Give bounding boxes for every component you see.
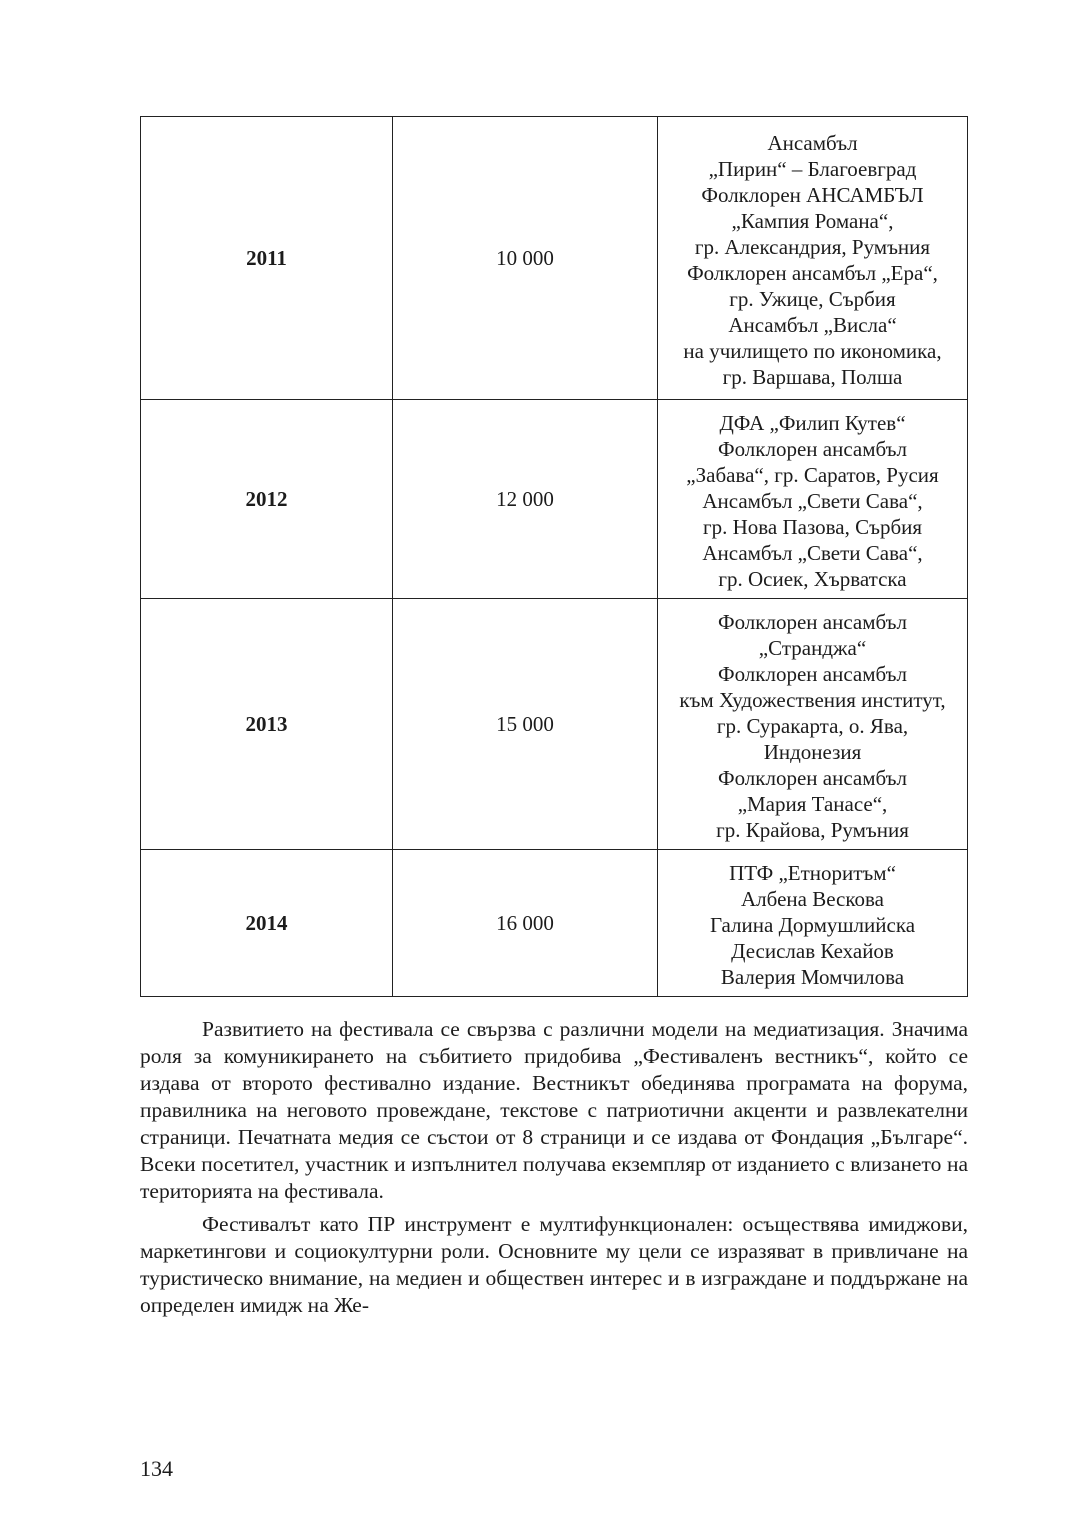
- ensemble-line: Валерия Момчилова: [720, 965, 905, 989]
- ensemble-line: „Странджа“: [758, 636, 867, 660]
- ensembles-cell: [658, 117, 968, 400]
- ensemble-line: „Пирин“ – Благоевград: [708, 157, 917, 181]
- paragraph: Фестивалът като ПР инструмент е мултифункционален: осъществява имиджови, маркетингови и социокултурни роли. Основните му цели се изразяват в привличане на туристическо внимание, на медиен и обществен интерес и в изграждане и поддържане на определен имидж на Же-: [140, 1212, 968, 1317]
- ensemble-line: Ансамбъл „Свети Сава“,: [702, 489, 923, 513]
- body-text: [140, 1016, 968, 1325]
- ensemble-line: гр. Александрия, Румъния: [694, 235, 931, 259]
- ensemble-line: ДФА „Филип Кутев“: [719, 411, 906, 435]
- ensemble-line: Фолклорен ансамбъл: [717, 766, 908, 790]
- table-row: [141, 599, 968, 850]
- ensemble-line: Албена Вескова: [741, 887, 884, 911]
- ensemble-line: ПТФ „Етноритъм“: [729, 861, 896, 885]
- ensemble-line: на училището по икономика,: [683, 339, 942, 363]
- festival-table: [140, 116, 968, 997]
- table-row: [141, 117, 968, 400]
- table-row: [141, 400, 968, 599]
- ensemble-line: „Кампия Романа“,: [731, 209, 894, 233]
- visitors-cell: 15 000: [393, 599, 658, 850]
- ensemble-line: „Забава“, гр. Саратов, Русия: [686, 463, 939, 487]
- year-cell: 2014: [141, 850, 393, 997]
- ensemble-line: гр. Ужице, Сърбия: [729, 287, 896, 311]
- ensemble-line: Галина Дормушлийска: [709, 913, 916, 937]
- ensemble-line: гр. Нова Пазова, Сърбия: [702, 515, 923, 539]
- paragraph: Развитието на фестивала се свързва с различни модели на медиатизация. Значима роля за комуникирането на събитието придобива „Фестиваленъ вестникъ“, който се издава от второто фестивално издание. Вестникът обединява програмата на форума, правилника на неговото провеждане, текстове с патриотични акценти и развлекателни страници. Печатната медия се състои от 8 страници и се издава от Фондация „Българе“. Всеки посетител, участник и изпълнител получава екземпляр от изданието с влизането на територията на фестивала.: [140, 1017, 968, 1203]
- ensemble-line: Фолклорен ансамбъл „Ера“,: [687, 261, 938, 285]
- ensemble-line: Десислав Кехайов: [731, 939, 894, 963]
- year-cell: 2011: [141, 117, 393, 400]
- table-body: [141, 117, 968, 997]
- ensembles-cell: [658, 599, 968, 850]
- ensemble-line: Фолклорен ансамбъл: [717, 437, 908, 461]
- page-number: 134: [140, 1456, 173, 1481]
- ensemble-line: гр. Суракарта, о. Ява,: [716, 714, 909, 738]
- ensemble-line: „Мария Танасе“,: [737, 792, 888, 816]
- ensembles-cell: [658, 850, 968, 997]
- visitors-cell: 12 000: [393, 400, 658, 599]
- ensemble-line: Фолклорен ансамбъл: [717, 662, 908, 686]
- ensemble-line: Индонезия: [763, 740, 862, 764]
- year-cell: 2012: [141, 400, 393, 599]
- visitors-cell: 16 000: [393, 850, 658, 997]
- ensemble-line: гр. Осиек, Хърватска: [718, 567, 907, 591]
- ensemble-line: Фолклорен ансамбъл: [717, 610, 908, 634]
- ensemble-line: гр. Крайова, Румъния: [716, 818, 909, 842]
- ensemble-line: Фолклорен АНСАМБЪЛ: [701, 183, 924, 207]
- year-cell: 2013: [141, 599, 393, 850]
- ensemble-line: Ансамбъл „Свети Сава“,: [702, 541, 923, 565]
- ensembles-cell: [658, 400, 968, 599]
- visitors-cell: 10 000: [393, 117, 658, 400]
- ensemble-line: към Художествения институт,: [679, 688, 946, 712]
- table-row: [141, 850, 968, 997]
- ensemble-line: Ансамбъл „Висла“: [728, 313, 897, 337]
- ensemble-line: Ансамбъл: [767, 131, 858, 155]
- ensemble-line: гр. Варшава, Полша: [722, 365, 903, 389]
